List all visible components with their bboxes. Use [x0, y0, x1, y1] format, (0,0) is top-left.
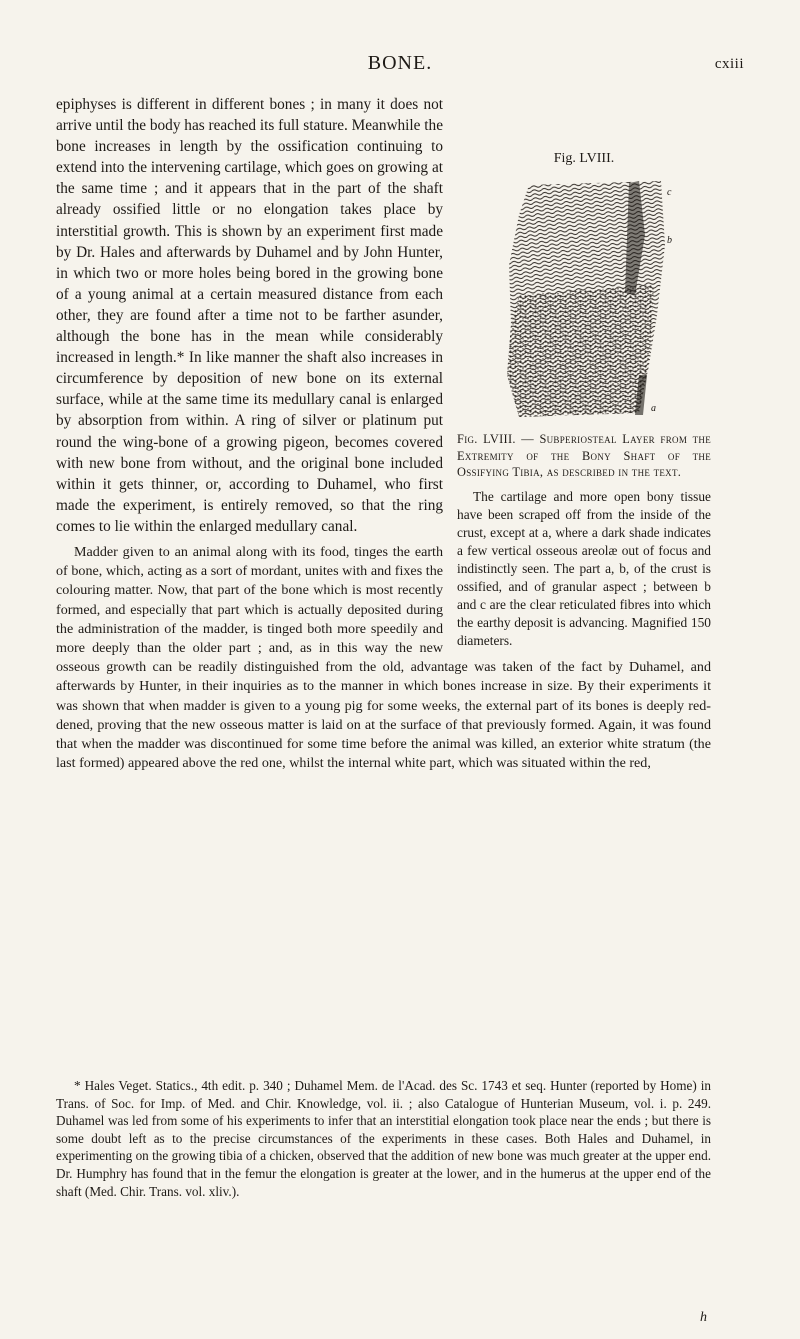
letter-b: b [667, 235, 672, 247]
running-head [0, 52, 800, 76]
letter-c: c [667, 187, 672, 199]
footnote [56, 1077, 711, 1200]
figure-caption: Fig. LVIII. — Subperiosteal Layer from the Extremity of the Bony Shaft of the Ossifying Tibia, as described in the text. [457, 432, 711, 479]
paragraph-2: Madder given to an animal along with its food, tinges the earth of bone, which, acting as a sort of mordant, unites with and fixes the colouring matter. Now, that part of the bone which is most recently formed, and especially that part which is actually deposited during the administration of the madder, is tinged both more speedily and more deeply than the older part ; and, as in this way the new osseous growth can be readily distinguished from the old, advantage was taken of the fact by Duhamel, and afterwards by Hunter, in their inquiries as to the manner in which bones increase in size. By their experiments it was shown that when madder is given to a young pig for some weeks, the external part of its bones is deeply red-dened, proving that the new osseous matter is laid on at the surface of that previously formed. Again, it was found that when the madder was discontinued for some time before the animal was killed, an exterior white stratum (the last formed) appeared above the red one, whilst the internal white part, which was situated within the red, [56, 543, 711, 772]
page-number: cxiii [714, 56, 744, 72]
signature-mark: h [700, 1310, 707, 1325]
paragraph-1: epiphyses is different in different bones ; in many it does not arrive until the body has reached its full stature. Meanwhile the bone increases in length by the ossification continuing to extend into the intervening cartilage, which goes on growing at the same time ; and it appears that in the part of the shaft already ossified little or no elongation takes place by interstitial growth. This is shown by an experiment first made by Dr. Hales and afterwards by Duhamel and by John Hunter, in which two or more holes being bored in the growing bone of a young animal at a certain measured distance from each other, they are found after a time not to be farther asunder, although the bone has in the mean while considerably increased in length.* In like manner the shaft also increases in circumference by deposition of new bone on its external surface, while at the same time its medullary canal is enlarged by absorption from within. A ring of silver or platinum put round the wing-bone of a growing pigeon, becomes covered with new bone from without, and the original bone included within it gets thinner, or, according to Duhamel, who first made the experiment, is entirely removed, so that the ring comes to lie within the enlarged medullary canal. [56, 96, 443, 535]
figure-description: The cartilage and more open bony tissue have been scraped off from the inside of the crust, except at a, where a dark shade indicates a few vertical osseous areolæ out of focus and indistinctly seen. The part a, b, of the crust is ossified, and of granular aspect ; between b and c are the clear reticulated fibres into which the earthy deposit is advancing. Magnified 150 diameters. [457, 489, 711, 649]
footnote-text: * Hales Veget. Statics., 4th edit. p. 340 ; Duhamel Mem. de l'Acad. des Sc. 1743 et seq. Hunter (reported by Home) in Trans. of Soc. for Imp. of Med. and Chir. Knowledge, vol. ii. ; also Catalogue of Hunterian Museum, vol. i. p. 249. Duhamel was led from some of his experiments to infer that an interstitial elongation took place near the ends ; but there is some doubt left as to the precise circumstances of the experiments in these cases. Both Hales and Duhamel, in experimenting on the growing tibia of a chicken, observed that the addition of new bone was much greater at the upper end. Dr. Humphry has found that in the femur the elongation is greater at the lower, and in the humerus at the upper end of the shaft (Med. Chir. Trans. vol. xliv.). [56, 1078, 711, 1199]
figure-label: Fig. LVIII. [553, 151, 615, 166]
body-text [56, 94, 711, 773]
figure-lviii [457, 148, 711, 650]
page-title: BONE. [367, 52, 433, 74]
bone-layer-illustration [489, 175, 679, 425]
letter-a: a [651, 403, 656, 415]
